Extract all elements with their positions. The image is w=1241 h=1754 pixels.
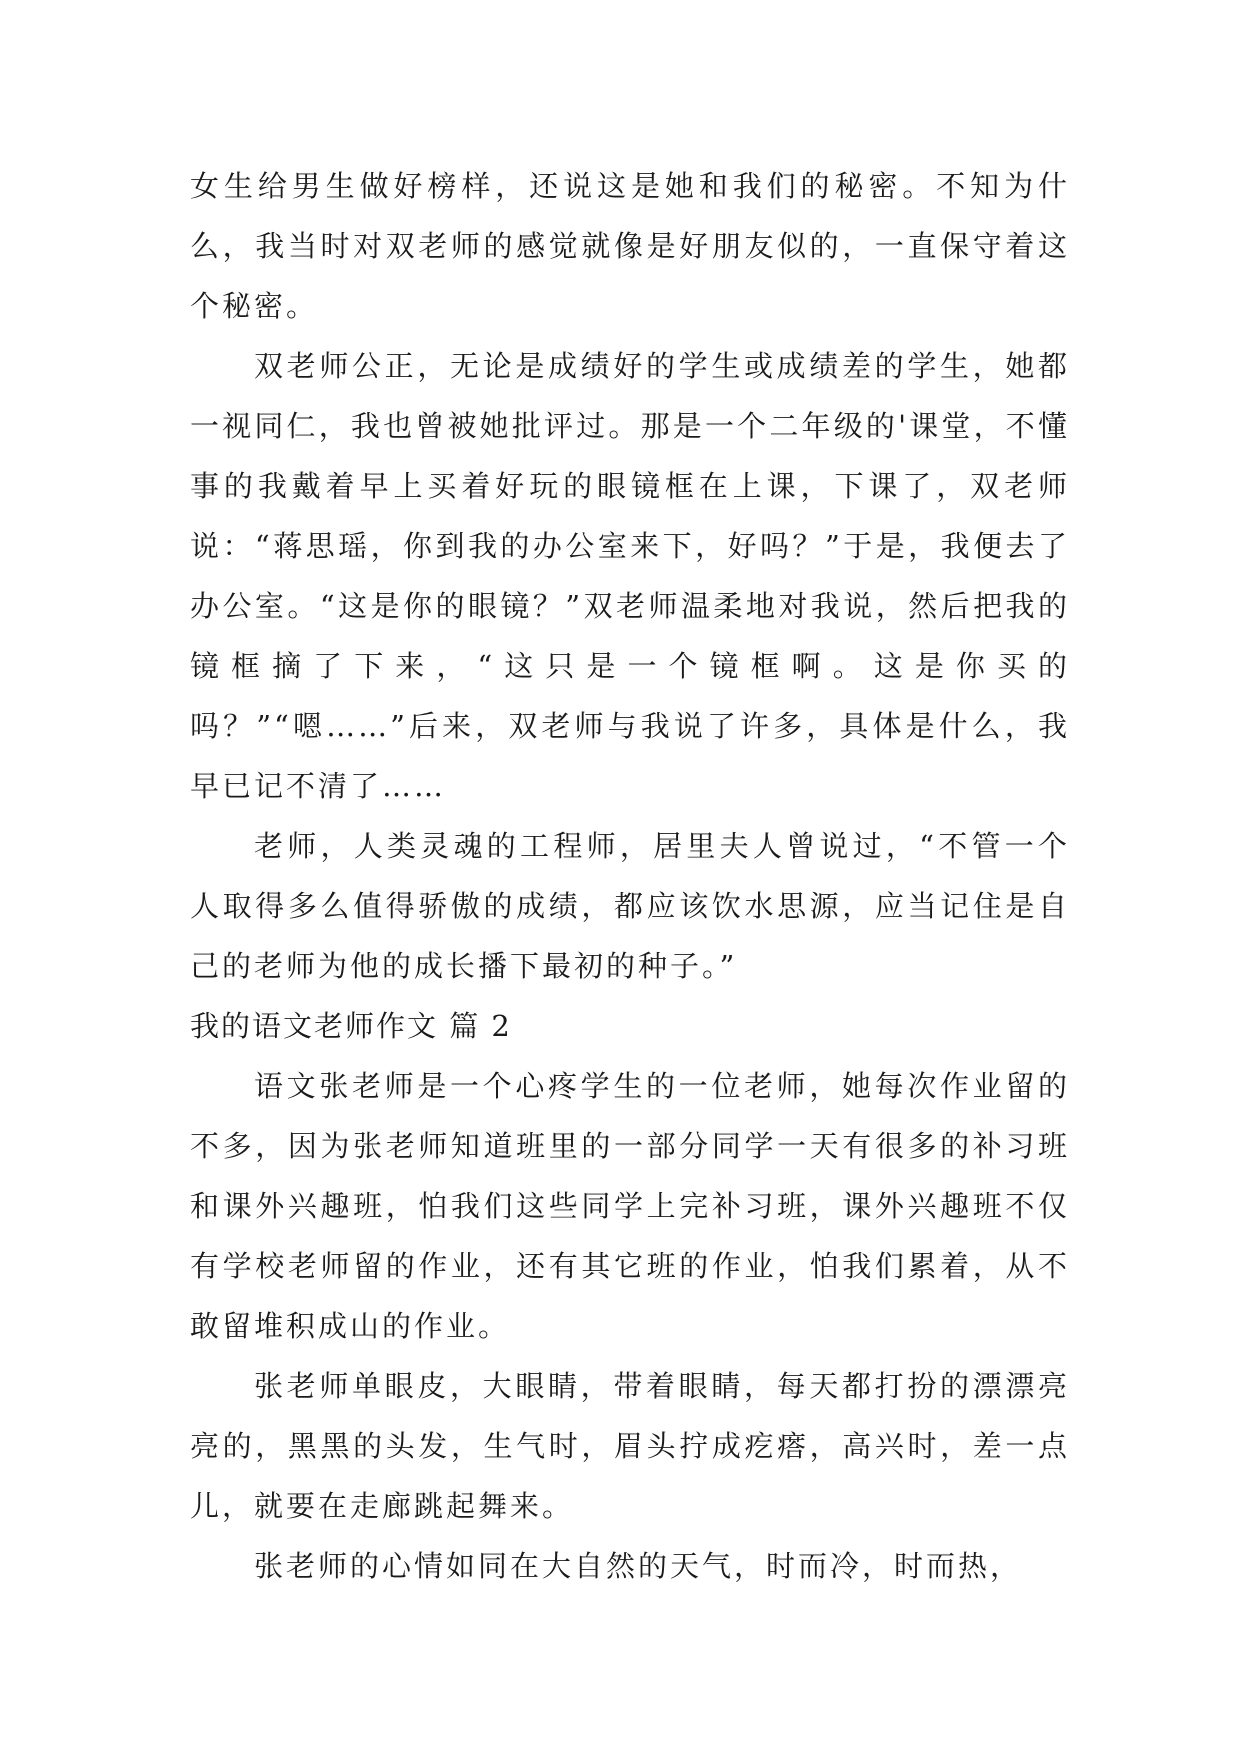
document-body [190,156,1070,1596]
paragraph-secret: 女生给男生做好榜样，还说这是她和我们的秘密。不知为什么，我当时对双老师的感觉就像是好朋友似的，一直保守着这个秘密。 [190,169,1070,323]
paragraph-homework: 语文张老师是一个心疼学生的一位老师，她每次作业留的不多，因为张老师知道班里的一部分同学一天有很多的补习班和课外兴趣班，怕我们这些同学上完补习班，课外兴趣班不仅有学校老师留的作业，还有其它班的作业，怕我们累着，从不敢留堆积成山的作业。 [190,1069,1070,1343]
paragraph-engineer-quote: 老师，人类灵魂的工程师，居里夫人曾说过，“不管一个人取得多么值得骄傲的成绩，都应该饮水思源，应当记住是自己的老师为他的成长播下最初的种子。” [190,829,1070,983]
paragraph-fairness: 双老师公正，无论是成绩好的学生或成绩差的学生，她都一视同仁，我也曾被她批评过。那是一个二年级的'课堂，不懂事的我戴着早上买着好玩的眼镜框在上课，下课了，双老师说：“蒋思瑶，你到我的办公室来下，好吗？”于是，我便去了办公室。“这是你的眼镜？”双老师温柔地对我说，然后把我的镜框摘了下来，“这只是一个镜框啊。这是你买的吗？”“嗯……”后来，双老师与我说了许多，具体是什么，我早已记不清了…… [190,349,1070,803]
paragraph-appearance: 张老师单眼皮，大眼睛，带着眼睛，每天都打扮的漂漂亮亮的，黑黑的头发，生气时，眉头拧成疙瘩，高兴时，差一点儿，就要在走廊跳起舞来。 [190,1369,1070,1523]
essay-heading: 我的语文老师作文 篇 2 [190,1009,512,1043]
paragraph-mood: 张老师的心情如同在大自然的天气，时而冷，时而热， [254,1549,1023,1583]
